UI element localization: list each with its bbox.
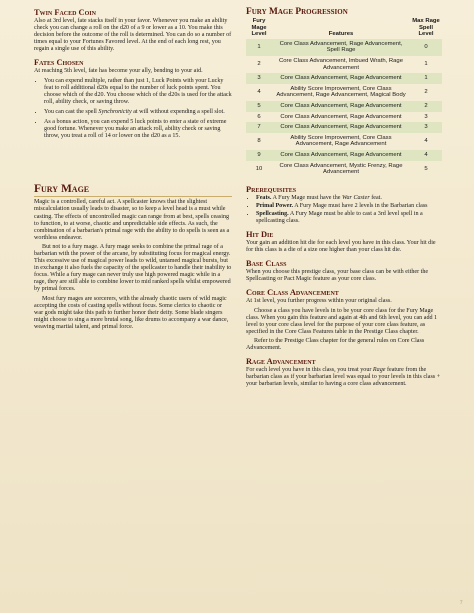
section-title-base-class: Base Class	[246, 259, 287, 269]
table-row	[246, 150, 442, 161]
fury-mage-paragraph-1: Magic is a controlled, careful act. A spellcaster knows that the slightest miscalculation usually leads to disaster, so to keep a level head is a must while casting. The effects of uncontrolled magic can range from at best, spells ceasing to function, to at worse, chaotic and unpredictable side effects. As such, the combination of a barbarian's primal rage with the ability to do spells is seen as a worthless endeavor.	[34, 199, 230, 241]
section-title-fates-chosen: Fates Chosen	[34, 58, 84, 68]
table-cell-features: Ability Score Improvement, Core Class Advancement, Rage Advancement	[290, 134, 392, 148]
section-title-hit-die: Hit Die	[246, 230, 274, 240]
table-cell-spell-level: 3	[410, 122, 442, 133]
table-cell-features: Core Class Advancement, Rage Advancement	[272, 122, 410, 133]
table-row	[246, 133, 442, 150]
table-row	[246, 122, 442, 133]
core-class-paragraph-1: At 1st level, you further progress within your original class.	[246, 298, 392, 305]
title-underline	[34, 196, 232, 197]
table-cell-features: Core Class Advancement, Rage Advancement	[272, 73, 410, 84]
table-cell-features: Core Class Advancement, Imbued Wrath, Rage Advancement	[279, 57, 403, 71]
table-cell-features: Core Class Advancement, Mystic Frenzy, Rage Advancement	[279, 162, 403, 176]
right-column	[246, 8, 442, 390]
table-cell-spell-level: 1	[424, 61, 428, 68]
table-cell-spell-level: 4	[410, 150, 442, 161]
table-row	[246, 161, 442, 178]
table-cell-level: 5	[246, 101, 272, 112]
base-class-text: When you choose this prestige class, your base class can be with either the Spellcasting or Pact Magic feature as your core class.	[246, 269, 429, 283]
table-cell-level: 8	[257, 138, 261, 145]
fates-bullet-1: • You can expend multiple, rather than just 1, Luck Points with your Lucky feat to roll additional d20s equal to the number of luck points spent. You choose which of the d20. You choose which of the d20s is used for the attack roll, ability check, or saving throw.	[44, 78, 232, 106]
twin-faced-coin-text: Also at 3rd level, fate stacks itself in your favor. Whenever you make an ability check you can change a roll on the d20 of a 9 or lower as a 10. You make this decision before the outcome of the roll is determined. You can do so a number of times equal to your Fortunes Favored level. At the end of each long rest, you regain a single use of this ability.	[34, 18, 232, 53]
table-row	[246, 112, 442, 123]
table-header-row	[246, 18, 442, 39]
table-cell-spell-level: 1	[410, 73, 442, 84]
table-cell-features: Ability Score Improvement, Core Class Advancement, Rage Advancement, Magical Body	[276, 85, 406, 99]
fury-mage-paragraph-3: Most fury mages are sorcerers, with the already chaotic users of wild magic accepting the costs of casting spells without focus. Some clerics to chaotic or war gods might take this path to further honor their deity. Some blade singers might choose to sing a more brutal song, like drums to accompany a war dance, weaving martial talent, and primal force.	[34, 295, 229, 330]
table-cell-level: 4	[257, 89, 261, 96]
fates-chosen-list	[34, 78, 232, 141]
prereq-spellcasting: • Spellcasting. A Fury Mage must be able to cast a 3rd level spell in a spellcasting class.	[256, 211, 442, 225]
table-cell-features: Core Class Advancement, Rage Advancement	[272, 150, 410, 161]
table-cell-spell-level: 2	[410, 101, 442, 112]
table-cell-spell-level: 2	[424, 89, 428, 96]
table-cell-spell-level: 5	[424, 165, 428, 172]
fates-chosen-intro: At reaching 5th level, fate has become your ally, bending to your aid.	[34, 68, 203, 75]
table-cell-level: 9	[246, 150, 272, 161]
header-level: Fury Mage Level	[251, 18, 267, 38]
spell-name: Synchronicity	[98, 108, 132, 115]
header-spell-level: Max Rage Spell Level	[412, 18, 440, 38]
left-column	[34, 8, 232, 333]
fates-bullet-3: • As a bonus action, you can expend 5 luck points to enter a state of extreme good fortune. Whenever you make an attack roll, ability check or saving throw, you treat a roll of 14 or lower on the d20 as a 15.	[44, 119, 232, 140]
table-cell-spell-level: 0	[410, 39, 442, 56]
table-cell-level: 10	[255, 165, 263, 172]
section-title-rage-advancement: Rage Advancement	[246, 357, 316, 367]
core-class-paragraph-2: Choose a class you have levels in to be your core class for the Fury Mage class. When you gain this feature and again at 4th and 6th level, you can add 1 level to your core class level for the purpose of your core class feature, as specified in the Core Class Features table in the Prestige Class chapter.	[246, 307, 438, 335]
section-title-fury-mage: Fury Mage	[34, 183, 90, 196]
table-cell-level: 7	[246, 122, 272, 133]
table-row	[246, 84, 442, 101]
table-cell-level: 1	[246, 39, 272, 56]
table-cell-spell-level: 4	[424, 138, 428, 145]
table-row	[246, 101, 442, 112]
prereq-feats: • Feats. A Fury Mage must have the War Caster feat.	[256, 195, 442, 202]
table-row	[246, 56, 442, 73]
section-title-twin-faced-coin: Twin Faced Coin	[34, 8, 96, 17]
table-cell-features: Core Class Advancement, Rage Advancement	[280, 113, 402, 120]
table-row	[246, 39, 442, 56]
table-title: Fury Mage Progression	[246, 7, 348, 17]
progression-table	[246, 18, 442, 178]
table-cell-level: 2	[257, 61, 261, 68]
section-title-core-class-advancement: Core Class Advancement	[246, 288, 339, 298]
table-body	[246, 39, 442, 178]
page-number: 7	[460, 601, 463, 606]
prerequisites-list	[246, 195, 442, 225]
header-features: Features	[328, 31, 354, 38]
section-title-prerequisites: Prerequisites	[246, 184, 297, 194]
table-cell-features: Core Class Advancement, Rage Advancement	[272, 101, 410, 112]
table-cell-spell-level: 3	[424, 113, 428, 120]
table-cell-features: Core Class Advancement, Rage Advancement, Spell Rage	[272, 39, 410, 56]
table-row	[246, 73, 442, 84]
table-cell-level: 3	[246, 73, 272, 84]
fates-bullet-2: • You can cast the spell Synchronicity at will without expending a spell slot.	[44, 109, 232, 116]
core-class-paragraph-3: Refer to the Prestige Class chapter for the general rules on Core Class Advancement.	[246, 337, 425, 351]
fury-mage-paragraph-2: But not to a fury mage. A fury mage seeks to combine the primal rage of a barbarian with the power of the arcane, by substituting focus for magical energy. This excessive use of magical power leads to wild, untamed magical bursts, but in exchange it also fuels the capacity of the spellcaster to handle their inability to focus. While a fury mage can never truly use high powered magic while in a rage, they are still able to combine lower to mid ranked spells whilst empowered by primal forces.	[34, 243, 232, 293]
table-cell-level: 6	[257, 113, 261, 120]
prereq-primal-power: • Primal Power. A Fury Mage must have 2 levels in the Barbarian class	[256, 203, 442, 210]
hit-die-text: Your gain an addition hit die for each level you have in this class. Your hit die for this class is a die of a size one higher than your class hit die.	[246, 240, 436, 254]
rage-advancement-text: For each level you have in this class, you treat your Rage feature from the barbarian class as if your barbarian level was equal to your levels in this class + your barbarian levels, similar to having a core class advancement.	[246, 367, 441, 388]
